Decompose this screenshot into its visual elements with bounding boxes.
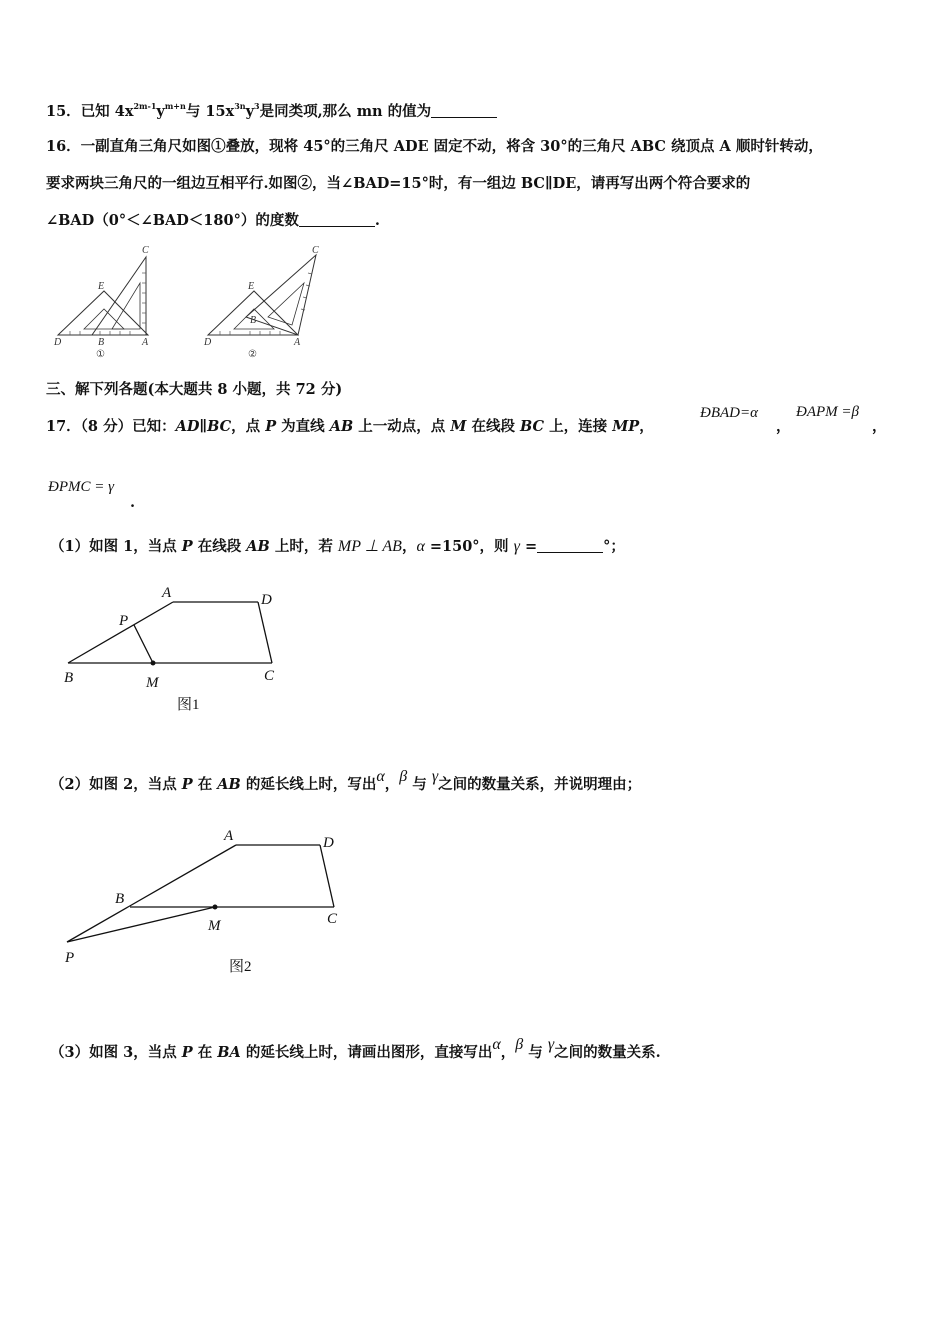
q16-line3-end: . <box>374 212 380 229</box>
fig1-label-a: A <box>142 337 149 348</box>
q17-stem <box>46 417 654 437</box>
segment-pm <box>134 625 153 663</box>
q15-number: 15． <box>46 103 81 120</box>
q17-figure-1 <box>50 580 310 720</box>
part3-p: P <box>181 1044 193 1061</box>
part1-alpha: α <box>416 538 425 555</box>
part1-answer-blank[interactable] <box>537 538 603 553</box>
fig1-label-a: A <box>162 585 172 601</box>
part3-pre: （3）如图 3，当点 <box>50 1044 182 1061</box>
fig2-label-a: A <box>224 828 234 844</box>
part1-gamma: γ <box>513 538 520 555</box>
part3-yu: 与 <box>523 1044 548 1061</box>
q17-cond-apm: ÐAPM =β <box>796 404 859 420</box>
part3-gamma: γ <box>547 1036 555 1053</box>
part1-ab: AB <box>246 538 270 555</box>
fig2-label-e: E <box>248 281 255 292</box>
fig1-label-e: E <box>98 281 105 292</box>
part2-beta: β <box>399 768 408 785</box>
part2-mid: 在 <box>192 776 218 793</box>
part3-comma: ， <box>500 1044 516 1061</box>
q17-part3 <box>50 1035 661 1063</box>
q15-exp4: 3 <box>254 101 260 111</box>
q16-line3-text: ∠BAD（0°＜∠BAD＜180°）的度数 <box>46 212 299 229</box>
q17-part1 <box>50 537 625 557</box>
q16-line3 <box>46 211 380 231</box>
part1-pre: （1）如图 1，当点 <box>50 538 182 555</box>
part2-gamma: γ <box>431 768 439 785</box>
part3-alpha: α <box>492 1036 501 1053</box>
q17-part2 <box>50 767 641 795</box>
q17-cond-pmc: ÐPMC = γ <box>48 479 115 495</box>
q17-number: 17．（8 分）已知： <box>46 418 176 435</box>
q17-t5: 上，连接 <box>544 418 613 435</box>
q17-cond-comma-1: ， <box>776 418 791 435</box>
fig1-label-b: B <box>98 337 105 348</box>
part1-mid: 在线段 <box>192 538 247 555</box>
q17-bc: BC <box>520 418 545 435</box>
part1-eq: = <box>519 538 538 555</box>
q15-exp2: m+n <box>164 101 186 111</box>
part2-post: 的延长线上时，写出 <box>240 776 377 793</box>
fig2-label-c: C <box>312 245 319 256</box>
fig2-caption: 图2 <box>229 959 252 975</box>
q15-y1: y <box>156 103 165 120</box>
part2-pre: （2）如图 2，当点 <box>50 776 182 793</box>
segment-ba <box>68 602 173 663</box>
point-m-dot <box>213 905 218 910</box>
question-15 <box>46 102 497 122</box>
fig2-label-d: D <box>204 337 212 348</box>
q17-t3: 上一动点，点 <box>353 418 451 435</box>
part2-end: 之间的数量关系，并说明理由； <box>438 776 642 793</box>
fig1-label-p: P <box>119 613 129 629</box>
q16-line2: 要求两块三角尺的一组边互相平行.如图②，当∠BAD=15°时，有一组边 BC∥DE，请再写出两个符合要求的 <box>46 175 751 192</box>
fig1-label-b: B <box>64 670 74 686</box>
part2-alpha: α <box>376 768 385 785</box>
part3-mid: 在 <box>192 1044 218 1061</box>
q15-y2: y <box>245 103 255 120</box>
part3-ba: BA <box>217 1044 241 1061</box>
fig2-caption: ② <box>248 349 257 360</box>
q15-exp3: 3n <box>234 101 246 111</box>
section-3-title: 三、解下列各题(本大题共 8 小题，共 72 分) <box>46 381 343 398</box>
fig2-label-a: A <box>294 337 301 348</box>
q17-p: P <box>265 418 277 435</box>
part1-comma: ， <box>401 538 417 555</box>
part1-perp: MP ⊥ AB <box>337 538 402 555</box>
part2-ab: AB <box>217 776 241 793</box>
q17-t4: 在线段 <box>466 418 521 435</box>
fig1-label-c: C <box>264 668 275 684</box>
part2-yu: 与 <box>407 776 432 793</box>
triangle-ade-fig2 <box>208 291 298 335</box>
q17-ab: AB <box>329 418 354 435</box>
part1-p: P <box>181 538 193 555</box>
fig2-label-d: D <box>323 835 334 851</box>
part2-p: P <box>181 776 193 793</box>
triangle-abc-fig2 <box>246 255 316 335</box>
part1-val: =150°，则 <box>424 538 514 555</box>
part3-post: 的延长线上时，请画出图形，直接写出 <box>240 1044 493 1061</box>
fig1-caption: 图1 <box>177 697 200 713</box>
part1-mid2: 上时，若 <box>269 538 338 555</box>
q15-post: 是同类项,那么 mn 的值为 <box>259 103 432 120</box>
fig1-label-d: D <box>261 592 272 608</box>
q17-t2: 为直线 <box>276 418 330 435</box>
segment-dc <box>258 602 272 663</box>
fig2-label-b: B <box>250 315 257 326</box>
fig1-label-m: M <box>146 675 159 691</box>
q16-figure-1 <box>50 243 170 363</box>
triangle-ade-fig1 <box>58 291 148 335</box>
part1-end: °； <box>603 538 625 555</box>
q17-m: M <box>450 418 467 435</box>
fig1-label-c: C <box>142 245 149 256</box>
q17-cond-bad: ÐBAD=α <box>700 405 758 421</box>
q17-mp: MP <box>612 418 640 435</box>
q15-mid: 与 15x <box>185 103 235 120</box>
fig1-caption: ① <box>96 349 105 360</box>
segment-dc <box>320 845 334 907</box>
q17-t1: ，点 <box>231 418 266 435</box>
fig2-label-c: C <box>327 911 338 927</box>
part2-comma: ， <box>384 776 400 793</box>
point-m-dot <box>151 661 156 666</box>
fig1-label-d: D <box>54 337 62 348</box>
segment-pm <box>67 907 215 942</box>
q17-t6: ， <box>639 418 654 435</box>
fig2-label-m: M <box>208 918 221 934</box>
q17-figure-2 <box>50 820 350 980</box>
q15-pre: 已知 4x <box>80 103 134 120</box>
fig2-label-p: P <box>65 950 75 966</box>
triangle-abc-fig1 <box>92 257 146 335</box>
fig2-label-b: B <box>115 891 125 907</box>
q15-answer-blank[interactable] <box>431 103 497 118</box>
part3-end: 之间的数量关系. <box>554 1044 661 1061</box>
q17-cond-comma-2: ， <box>872 418 887 435</box>
q17-ad-bc: AD∥BC <box>175 418 232 435</box>
q16-line1: 16．一副直角三角尺如图①叠放，现将 45°的三角尺 ADE 固定不动，将含 30°的三角尺 ABC 绕顶点 A 顺时针转动， <box>46 138 823 155</box>
q16-answer-blank[interactable] <box>299 212 375 227</box>
part3-beta: β <box>515 1036 524 1053</box>
q15-exp1: 2m-1 <box>133 101 157 111</box>
q16-figure-2 <box>200 243 330 363</box>
q17-period: . <box>130 494 136 511</box>
